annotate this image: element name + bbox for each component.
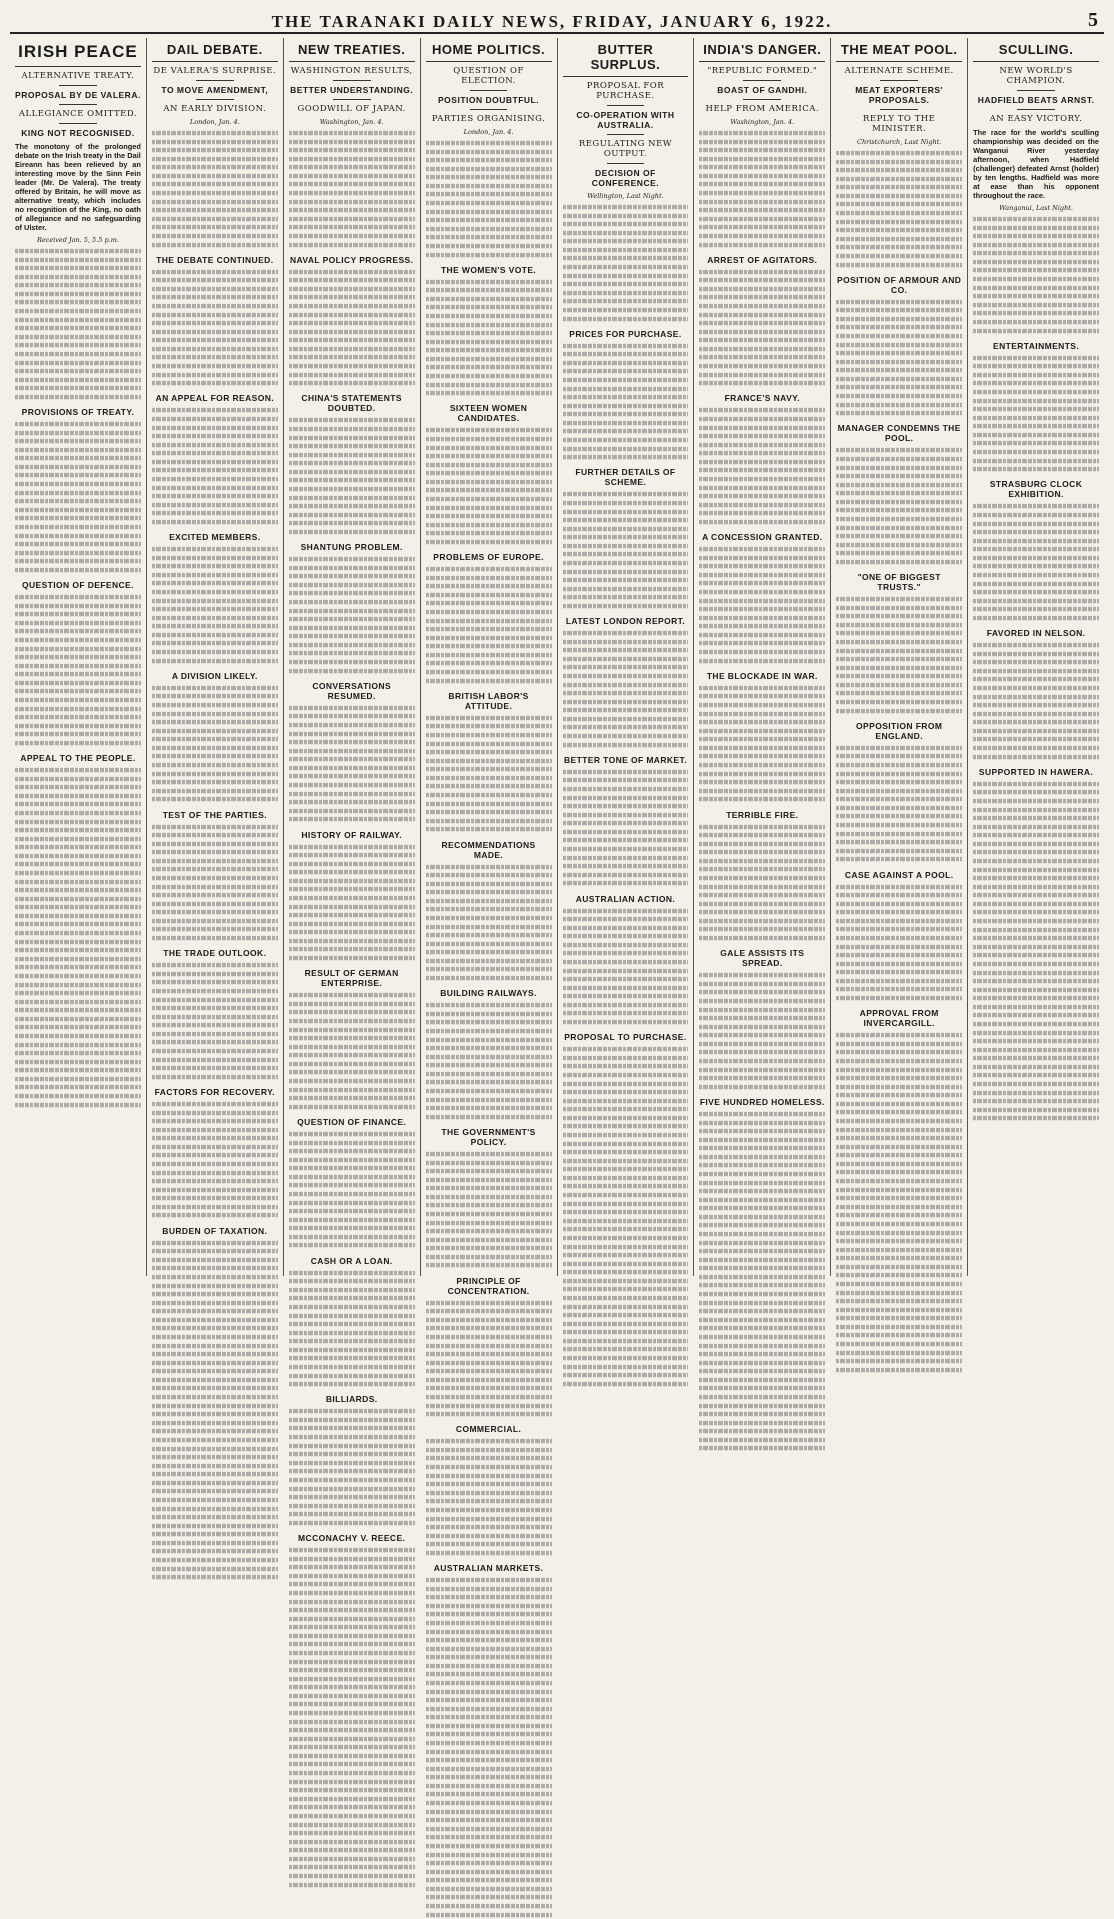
subheading: APPROVAL FROM INVERCARGILL. [859,1008,939,1029]
deck-rule [743,80,781,81]
newspaper-title: THE TARANAKI DAILY NEWS, FRIDAY, JANUARY 6, 1922. [271,12,833,31]
deck-rule [59,85,97,86]
body-text [152,1100,278,1220]
body-text [426,714,552,834]
headline-deck: PARTIES ORGANISING. [431,114,546,124]
deck-rule [196,80,234,81]
headline-deck: GOODWILL OF JAPAN. [297,104,406,114]
column-headline: NEW TREATIES. [289,42,415,62]
dateline: London, Jan. 4. [463,128,514,136]
headline-deck: REPLY TO THE MINISTER. [863,114,936,134]
headline-deck: PROPOSAL BY DE VALERA. [15,90,141,100]
subheading: THE TRADE OUTLOOK. [163,948,267,959]
body-text [426,1576,552,1919]
subheading: THE WOMEN'S VOTE. [440,264,537,275]
body-text [563,490,689,610]
subheading: THE DEBATE CONTINUED. [156,254,274,265]
body-text [289,268,415,388]
subheading: AN APPEAL FOR REASON. [155,393,275,404]
body-text [699,406,825,526]
body-text [15,766,141,1109]
subheading: RECOMMENDATIONS MADE. [441,839,536,860]
columns [10,38,1104,1574]
subheading: BUILDING RAILWAYS. [440,988,537,999]
subheading: FRANCE'S NAVY. [724,393,801,404]
body-text [563,203,689,323]
body-text [563,1045,689,1388]
headline-deck: HELP FROM AMERICA. [705,104,820,114]
subheading: STRASBURG CLOCK EXHIBITION. [989,479,1083,500]
headline-deck: REGULATING NEW OUTPUT. [578,139,673,159]
subheading: TERRIBLE FIRE. [726,809,799,820]
dateline: Wanganui, Last Night. [999,204,1073,212]
subheading: GALE ASSISTS ITS SPREAD. [720,948,805,969]
subheading: BETTER TONE OF MARKET. [563,754,687,765]
subheading: LATEST LONDON REPORT. [565,616,686,627]
subheading: NAVAL POLICY PROGRESS. [289,254,414,265]
headline-deck: POSITION DOUBTFUL. [438,95,540,105]
column-4 [421,38,558,1574]
body-text [426,863,552,983]
body-text [836,446,962,566]
column-3 [284,38,421,1544]
body-text [426,426,552,546]
deck-rule [1017,109,1055,110]
dateline: London, Jan. 4. [189,118,240,126]
dateline: Wellington, Last Night. [587,192,664,200]
body-text [289,1546,415,1889]
column-7 [831,38,968,1276]
body-text [426,1299,552,1419]
body-text [426,1150,552,1270]
headline-deck: CO-OPERATION WITH AUSTRALIA. [576,110,675,130]
body-text [973,641,1099,761]
subheading: PROPOSAL TO PURCHASE. [564,1032,687,1043]
subheading: ENTERTAINMENTS. [993,340,1080,351]
column-headline: BUTTER SURPLUS. [563,42,689,77]
body-text [152,684,278,804]
subheading: FAVORED IN NELSON. [986,628,1086,639]
deck-rule [470,109,508,110]
column-headline: INDIA'S DANGER. [699,42,825,62]
column-headline: THE MEAT POOL. [836,42,962,62]
headline-deck: TO MOVE AMENDMENT, [161,85,269,95]
subheading: PRICES FOR PURCHASE. [569,328,682,339]
deck-rule [333,99,371,100]
subheading: FURTHER DETAILS OF SCHEME. [575,467,676,488]
subheading: COMMERCIAL. [455,1424,522,1435]
subheading: SHANTUNG PROBLEM. [300,542,403,553]
subheading: CHINA'S STATEMENTS DOUBTED. [301,393,402,414]
dateline: Washington, Jan. 4. [319,118,384,126]
body-text [289,991,415,1111]
subheading: OPPOSITION FROM ENGLAND. [856,720,943,741]
body-text [699,1110,825,1453]
subheading: HISTORY OF RAILWAY. [301,829,403,840]
headline-deck: ALTERNATIVE TREATY. [21,71,135,81]
subheading: BURDEN OF TAXATION. [162,1225,268,1236]
body-text [563,768,689,888]
subheading: EXCITED MEMBERS. [169,532,261,543]
body-text [836,595,962,715]
body-text [563,907,689,1027]
body-text [973,502,1099,622]
headline-deck: BETTER UNDERSTANDING. [290,85,414,95]
headline-deck: "REPUBLIC FORMED." [707,66,818,76]
subheading: FIVE HUNDRED HOMELESS. [699,1096,825,1107]
deck-rule [59,104,97,105]
body-text [152,545,278,665]
headline-deck: BOAST OF GANDHI. [717,85,808,95]
headline-deck: AN EASY VICTORY. [989,114,1083,124]
headline-deck: AN EARLY DIVISION. [163,104,267,114]
subheading: QUESTION OF FINANCE. [297,1116,407,1127]
subheading: CASH OR A LOAN. [310,1255,393,1266]
subheading: THE GOVERNMENT'S POLICY. [441,1126,536,1147]
subheading: SIXTEEN WOMEN CANDIDATES. [449,403,528,424]
column-5 [558,38,695,1276]
subheading: AUSTRALIAN MARKETS. [433,1563,544,1574]
page-number: 5 [1088,9,1098,31]
body-text [836,298,962,418]
dateline: Washington, Jan. 4. [730,118,795,126]
column-8 [968,38,1104,1276]
headline-deck: ALTERNATE SCHEME. [844,66,954,76]
body-text [289,416,415,536]
body-text [152,129,278,249]
body-text [973,354,1099,474]
headline-deck: MEAT EXPORTERS' PROPOSALS. [855,85,944,105]
subheading: AUSTRALIAN ACTION. [575,893,676,904]
body-text [836,883,962,1003]
body-text [289,1130,415,1250]
body-text [426,565,552,685]
body-text [15,247,141,401]
subheading: BRITISH LABOR'S ATTITUDE. [448,690,529,711]
subheading: PRINCIPLE OF CONCENTRATION. [447,1275,530,1296]
body-text [152,1239,278,1582]
dateline: Christchurch, Last Night. [857,138,942,146]
headline-deck: NEW WORLD'S CHAMPION. [999,66,1073,86]
subheading: A DIVISION LIKELY. [171,670,258,681]
subheading: RESULT OF GERMAN ENTERPRISE. [304,968,399,989]
column-2 [147,38,284,1276]
headline-deck: ALLEGIANCE OMITTED. [18,109,138,119]
body-text [152,823,278,943]
subheading: BILLIARDS. [325,1394,378,1405]
headline-deck: HADFIELD BEATS ARNST. [977,95,1095,105]
body-text [289,555,415,675]
body-text [289,843,415,963]
subheading: PROVISIONS OF TREATY. [21,407,135,418]
deck-rule [607,134,645,135]
deck-rule [1017,90,1055,91]
subheading: ARREST OF AGITATORS. [707,254,818,265]
subheading: SUPPORTED IN HAWERA. [978,766,1094,777]
body-text [289,704,415,824]
deck-rule [333,80,371,81]
body-text [15,420,141,574]
body-text [563,629,689,749]
deck-rule [196,99,234,100]
body-text [152,406,278,526]
body-text [973,215,1099,335]
subheading: MCCONACHY V. REECE. [298,1533,406,1544]
headline-deck: WASHINGTON RESULTS, [290,66,413,76]
subheading: MANAGER CONDEMNS THE POOL. [837,423,961,444]
body-text [289,129,415,249]
headline-deck: DECISION OF CONFERENCE. [591,168,660,188]
headline-deck: KING NOT RECOGNISED. [21,128,135,138]
subheading: A CONCESSION GRANTED. [702,532,823,543]
body-text [426,1001,552,1121]
headline-deck: QUESTION OF ELECTION. [453,66,524,86]
body-text [289,1407,415,1527]
subheading: CASE AGAINST A POOL. [844,869,954,880]
subheading: "ONE OF BIGGEST TRUSTS." [857,572,941,593]
deck-rule [59,123,97,124]
body-text [426,1437,552,1557]
body-text [836,744,962,864]
body-text [289,1269,415,1389]
lead-paragraph: The monotony of the prolonged debate on the Irish treaty in the Dail Eireann has been relieved by an interesting move by the Sinn Fein leader (Mr. De Valera). The treaty offered by Britain, he will move as alternative treaty, which includes no recognition of the King, no oath of allegiance and no safeguarding of Ulster. [15,142,141,232]
dateline: Received Jan. 5, 5.5 p.m. [36,236,119,244]
subheading: APPEAL TO THE PEOPLE. [20,753,136,764]
body-text [563,342,689,462]
body-text [699,129,825,249]
subheading: PROBLEMS OF EUROPE. [433,552,544,563]
subheading: POSITION OF ARMOUR AND CO. [837,274,962,295]
body-text [699,268,825,388]
deck-rule [470,90,508,91]
deck-rule [880,80,918,81]
body-text [15,593,141,747]
body-text [426,139,552,259]
deck-rule [880,109,918,110]
body-text [699,823,825,943]
masthead [10,6,1104,34]
lead-paragraph: The race for the world's sculling championship was decided on the Wanganui River yesterday afternoon, when Hadfield (challenger) defeated Arnst (holder) by ten lengths. Hadfield was more at ease than his opponent throughout the race. [973,128,1099,200]
column-headline: DAIL DEBATE. [152,42,278,62]
body-text [152,961,278,1081]
subheading: TEST OF THE PARTIES. [162,809,267,820]
body-text [973,780,1099,1123]
column-6 [694,38,831,1276]
subheading: FACTORS FOR RECOVERY. [154,1086,275,1097]
column-1 [10,38,147,1276]
deck-rule [607,163,645,164]
column-headline: IRISH PEACE [15,42,141,67]
body-text [836,149,962,269]
body-text [699,684,825,804]
body-text [836,1031,962,1374]
column-headline: SCULLING. [973,42,1099,62]
body-text [699,971,825,1091]
deck-rule [607,105,645,106]
headline-deck: DE VALERA'S SURPRISE. [153,66,277,76]
subheading: CONVERSATIONS RESUMED. [312,680,392,701]
deck-rule [743,99,781,100]
subheading: QUESTION OF DEFENCE. [21,580,134,591]
column-headline: HOME POLITICS. [426,42,552,62]
body-text [699,545,825,665]
subheading: THE BLOCKADE IN WAR. [706,670,818,681]
body-text [426,278,552,398]
headline-deck: PROPOSAL FOR PURCHASE. [586,81,665,101]
body-text [152,268,278,388]
